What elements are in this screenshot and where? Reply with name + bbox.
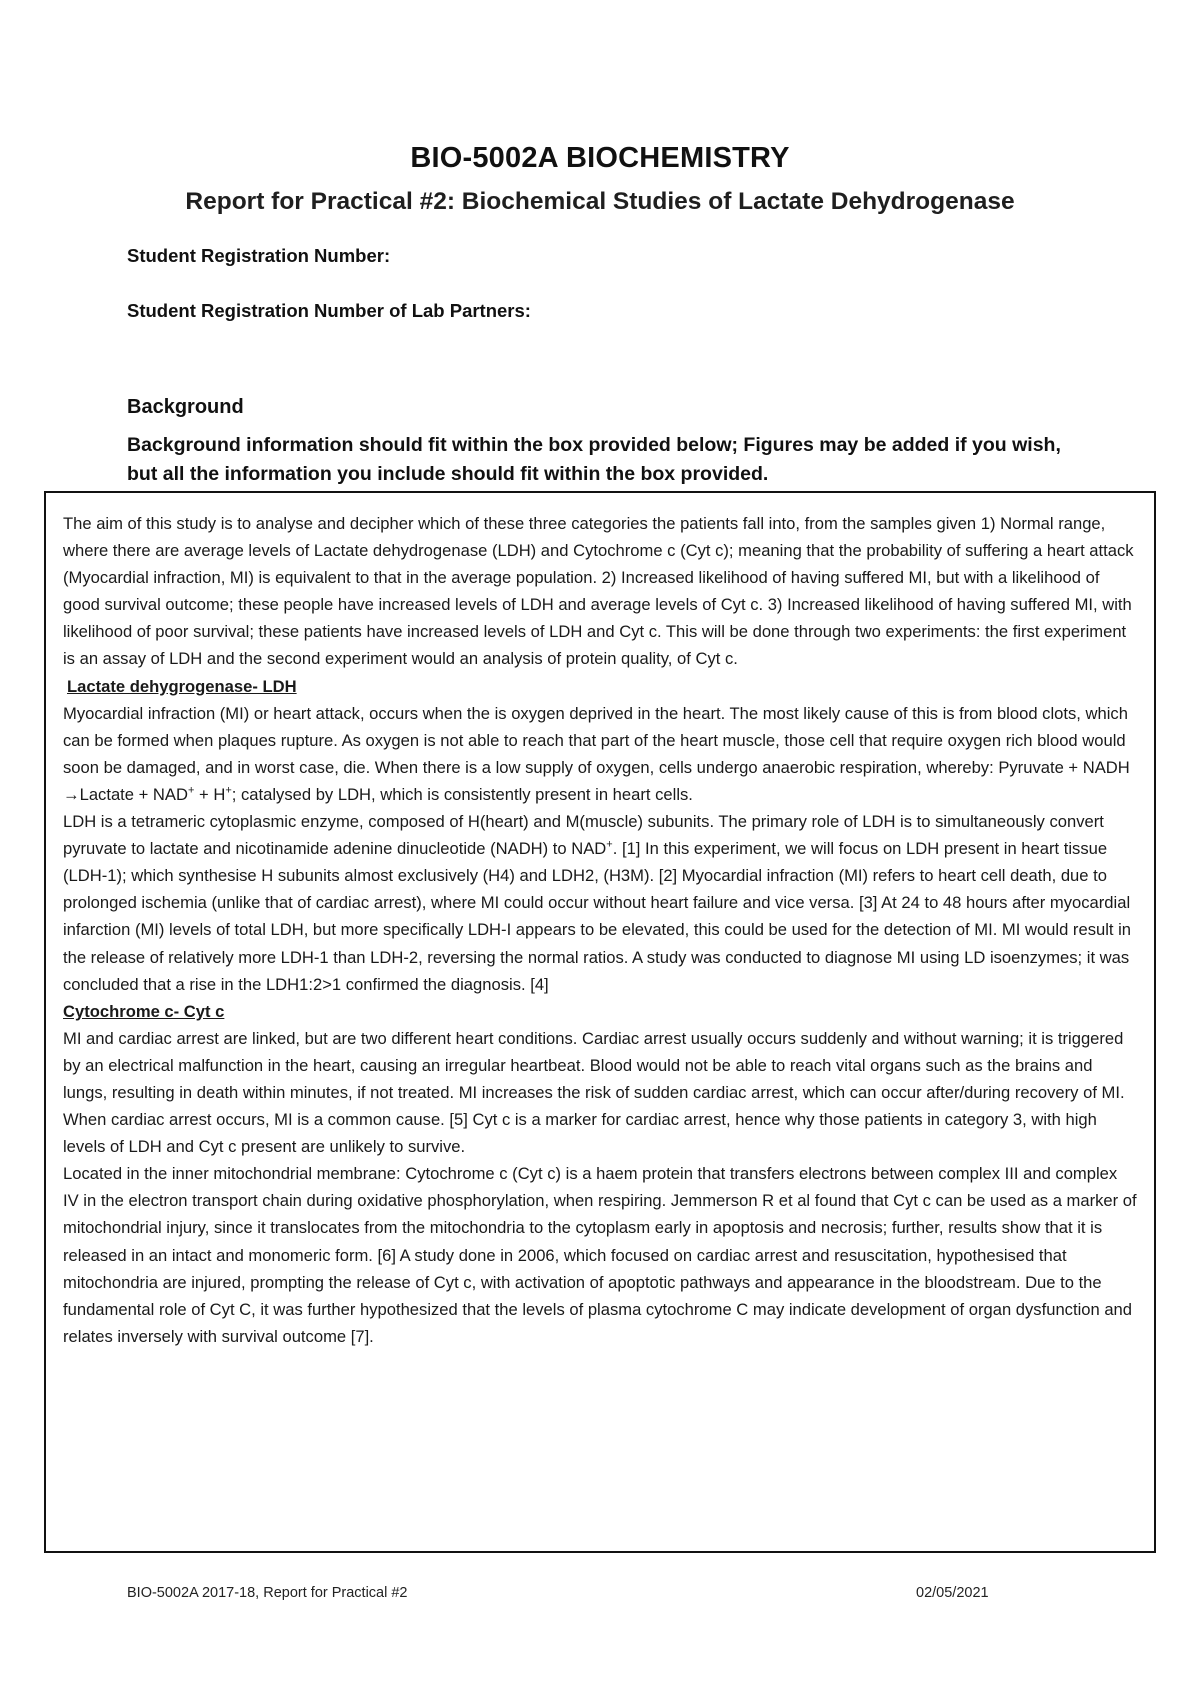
- student-registration-label: Student Registration Number:: [127, 245, 391, 266]
- footer-date: 02/05/2021: [916, 1585, 989, 1601]
- background-instructions: Background information should fit within the box provided below; Figures may be added if you wish, but all the information you include should fit within the box provided.: [127, 434, 1061, 485]
- document-title: BIO-5002A BIOCHEMISTRY: [410, 142, 790, 174]
- lab-partners-label: Student Registration Number of Lab Partners:: [127, 300, 531, 321]
- ldh-paragraph-2: LDH is a tetrameric cytoplasmic enzyme, composed of H(heart) and M(muscle) subunits. The primary role of LDH is to simultaneously convert pyruvate to lactate and nicotinamide adenine dinucleotide (NADH) to NAD+. [1] In this experiment, we will focus on LDH present in heart tissue (LDH-1); which synthesise H subunits almost exclusively (H4) and LDH2, (H3M). [2] Myocardial infraction (MI) refers to heart cell death, due to prolonged ischemia (unlike that of cardiac arrest), where MI could occur without heart failure and vice versa. [3] At 24 to 48 hours after myocardial infarction (MI) levels of total LDH, but more specifically LDH-I appears to be elevated, this could be used for the detection of MI. MI would result in the release of relatively more LDH-1 than LDH-2, reversing the normal ratios. A study was conducted to diagnose MI using LD isoenzymes; it was concluded that a rise in the LDH1:2>1 confirmed the diagnosis. [4]: [63, 812, 1132, 994]
- intro-paragraph: The aim of this study is to analyse and decipher which of these three categories the patients fall into, from the samples given 1) Normal range, where there are average levels of Lactate dehydrogenase (LDH) and Cytochrome c (Cyt c); meaning that the probability of suffering a heart attack (Myocardial infraction, MI) is equivalent to that in the average population. 2) Increased likelihood of having suffered MI, but with a likelihood of good survival outcome; these people have increased levels of LDH and average levels of Cyt c. 3) Increased likelihood of having suffered MI, with likelihood of poor survival; these patients have increased levels of LDH and Cyt c. This will be done through two experiments: the first experiment is an assay of LDH and the second experiment would an analysis of protein quality, of Cyt c.: [63, 514, 1134, 669]
- cyt-paragraph-2: Located in the inner mitochondrial membrane: Cytochrome c (Cyt c) is a haem protein that transfers electrons between complex III and complex IV in the electron transport chain during oxidative phosphorylation, when respiring. Jemmerson R et al found that Cyt c can be used as a marker of mitochondrial injury, since it translocates from the mitochondria to the cytoplasm early in apoptosis and necrosis; further, results show that it is released in an intact and monomeric form. [6] A study done in 2006, which focused on cardiac arrest and resuscitation, hypothesised that mitochondria are injured, prompting the release of Cyt c, with activation of apoptotic pathways and appearance in the bloodstream. Due to the fundamental role of Cyt C, it was further hypothesized that the levels of plasma cytochrome C may indicate development of organ dysfunction and relates inversely with survival outcome [7].: [63, 1164, 1137, 1346]
- ldh-heading: Lactate dehygrogenase- LDH: [67, 676, 297, 696]
- cyt-heading: Cytochrome c- Cyt c: [63, 1001, 225, 1021]
- report-subtitle: Report for Practical #2: Biochemical Studies of Lactate Dehydrogenase: [185, 188, 1015, 215]
- cyt-paragraph-1: MI and cardiac arrest are linked, but are two different heart conditions. Cardiac arrest usually occurs suddenly and without warning; it is triggered by an electrical malfunction in the heart, causing an irregular heartbeat. Blood would not be able to reach vital organs such as the brains and lungs, resulting in death within minutes, if not treated. MI increases the risk of sudden cardiac arrest, which can occur after/during recovery of MI. When cardiac arrest occurs, MI is a common cause. [5] Cyt c is a marker for cardiac arrest, hence why those patients in category 3, with high levels of LDH and Cyt c present are unlikely to survive.: [63, 1028, 1125, 1157]
- background-heading: Background: [127, 396, 244, 418]
- ldh-paragraph-1: Myocardial infraction (MI) or heart attack, occurs when the is oxygen deprived in the heart. The most likely cause of this is from blood clots, which can be formed when plaques rupture. As oxygen is not able to reach that part of the heart muscle, those cell that require oxygen rich blood would soon be damaged, and in worst case, die. When there is a low supply of oxygen, cells undergo anaerobic respiration, whereby: Pyruvate + NADH →Lactate + NAD+ + H+; catalysed by LDH, which is consistently present in heart cells.: [63, 703, 1130, 804]
- footer-course-info: BIO-5002A 2017-18, Report for Practical #2: [127, 1585, 408, 1601]
- background-content-box: [44, 491, 1156, 1553]
